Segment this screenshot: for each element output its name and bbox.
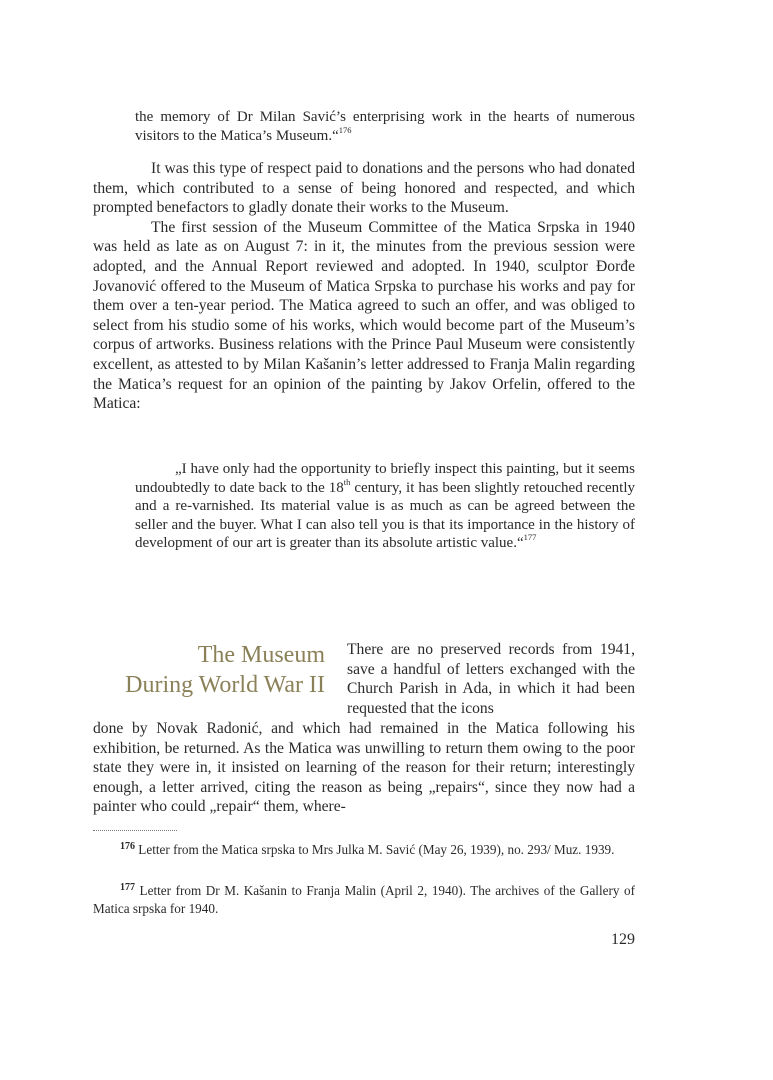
footnote-text: Letter from Dr M. Kašanin to Franja Malin (April 2, 1940). The archives of the Gallery of Matica srpska for 1940. (93, 883, 635, 916)
page-number: 129 (611, 931, 635, 948)
footnote-ref-176: 176 (338, 124, 352, 135)
footnote-number: 176 (120, 841, 135, 852)
paragraph: The first session of the Museum Committee of the Matica Srpska in 1940 was held as late as on August 7: in it, the minutes from the previous session were adopted, and the Annual Report reviewed and adopted. In 1940, sculptor Đorđe Jovanović offered to the Museum of Matica Srpska to purchase his works and pay for them over a ten-year period. The Matica agreed to such an offer, and was obliged to select from his studio some of his works, which would become part of the Museum’s corpus of artworks. Business relations with the Prince Paul Museum were consistently excellent, as attested to by Milan Kašanin’s letter addressed to Franja Malin regarding the Matica’s request for an opinion of the painting by Jakov Orfelin, offered to the Matica: (93, 218, 635, 413)
section-body-text (93, 719, 635, 817)
quote-text: the memory of Dr Milan Savić’s enterprising work in the hearts of numerous visitors to the Matica’s Museum.“ (135, 109, 635, 144)
paragraph-start: There are no preserved records from 1941, save a handful of letters exchanged with the Church Parish in Ada, in which it had been requested that the icons (347, 641, 635, 717)
quote-text-start: „I have only had the opportunity to briefly inspect this painting, but it seems undoubtedly to date back to the 18 (135, 461, 635, 496)
footnote-text: Letter from the Matica srpska to Mrs Julka M. Savić (May 26, 1939), no. 293/ Muz. 1939. (138, 842, 615, 857)
heading-line-2: During World War II (125, 672, 325, 698)
footnote-ref-177: 177 (523, 532, 537, 543)
footnote-separator (93, 830, 177, 831)
heading-line-1: The Museum (197, 642, 325, 668)
section-heading (60, 640, 325, 700)
quote-text-end: century, it has been slightly retouched recently and a re-varnished. Its material value is as much as can be agreed between the seller and the buyer. What I can also tell you is that its importance in the history of development of our art is greater than its absolute artistic value.“ (135, 479, 635, 552)
block-quote-kasanin (135, 460, 635, 553)
body-text (93, 159, 635, 414)
block-quote-savic (135, 108, 635, 145)
ordinal-suffix: th (343, 476, 351, 487)
paragraph: It was this type of respect paid to donations and the persons who had donated them, which contributed to a sense of being honored and respected, and which prompted benefactors to gladly donate their works to the Museum. (93, 160, 635, 217)
paragraph-continued: done by Novak Radonić, and which had remained in the Matica following his exhibition, be returned. As the Matica was unwilling to return them owing to the poor state they were in, it insisted on learning of the reason for their return; interestingly enough, a letter arrived, citing the reason as being „repairs“, since they now had a painter who could „repair“ them, where- (93, 720, 635, 816)
footnote-number: 177 (120, 882, 135, 893)
footnote-176 (93, 841, 635, 859)
section-side-text (347, 640, 635, 718)
footnote-177 (93, 882, 635, 918)
